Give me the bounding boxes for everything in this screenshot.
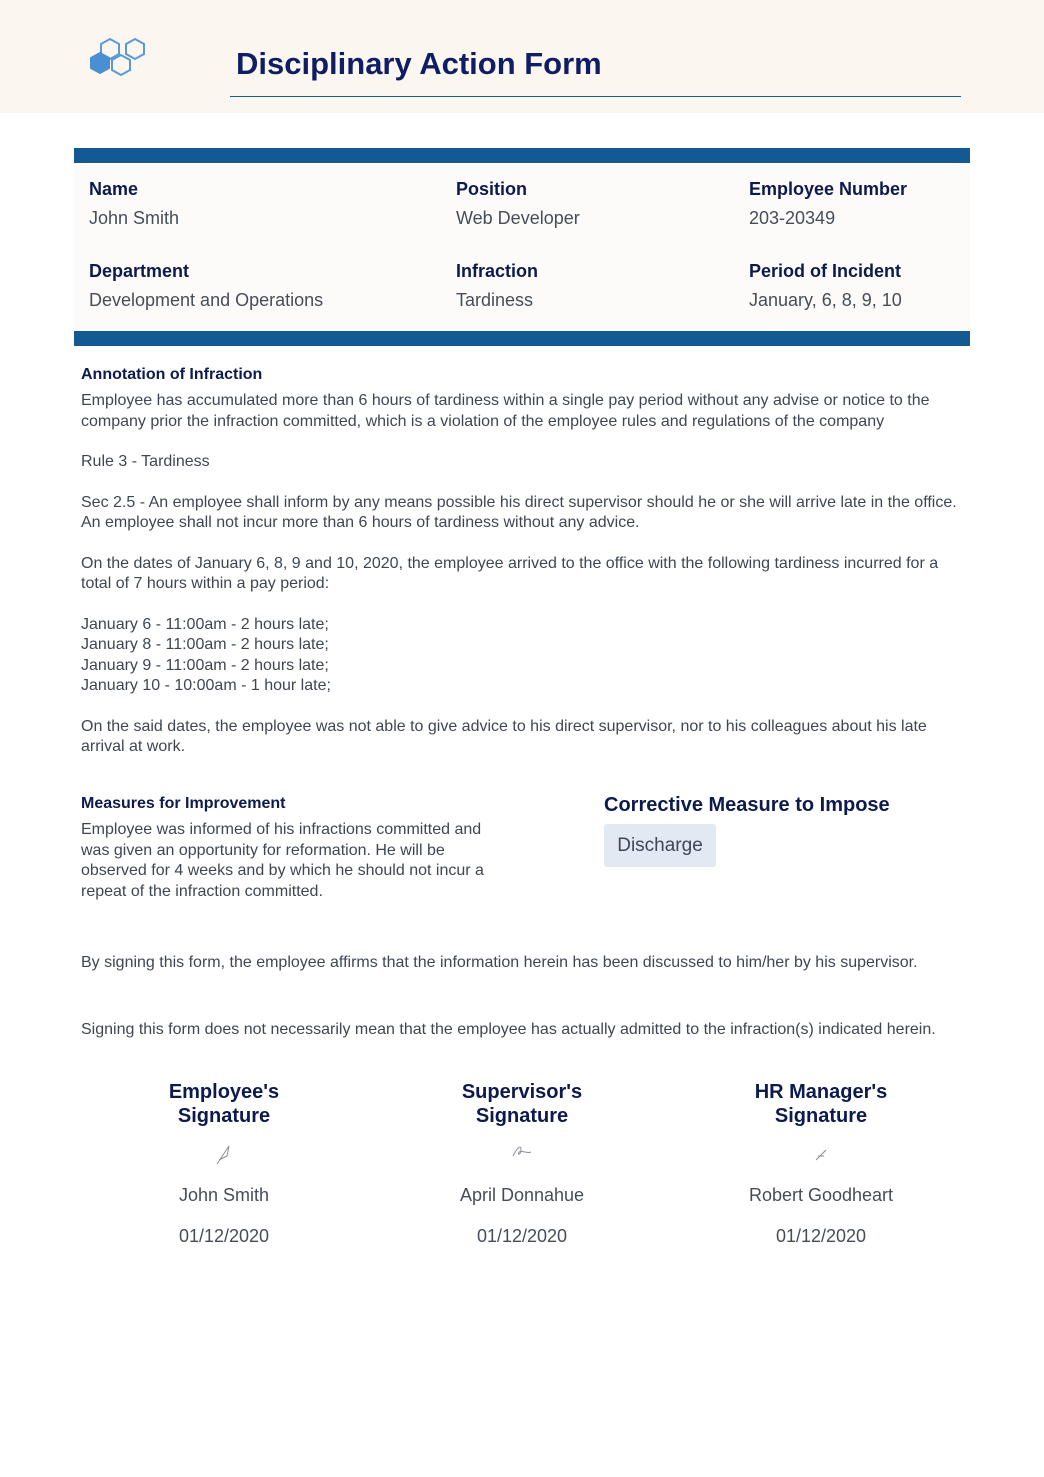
tardiness-entries <box>81 615 966 697</box>
department-field <box>89 260 323 311</box>
acknowledgement-paragraph-1: By signing this form, the employee affirms that the information herein has been discussed to him/her by his supervisor. <box>81 954 918 971</box>
signature-date: 01/12/2020 <box>476 1226 568 1246</box>
list-item: January 6 - 11:00am - 2 hours late; <box>81 615 329 633</box>
corrective-measure-badge: Discharge <box>604 824 716 867</box>
employee-number-label: Employee Number <box>749 179 908 199</box>
employee-info-panel <box>74 148 970 346</box>
signature-title-line: HR Manager's <box>754 1081 888 1103</box>
period-value: January, 6, 8, 9, 10 <box>749 290 902 310</box>
annotation-paragraph: Employee has accumulated more than 6 hours of tardiness within a single pay period without any advise or notice to the company prior the infraction committed, which is a violation of the employee rules and regulations of the company <box>81 392 930 430</box>
section-reference: Sec 2.5 - An employee shall inform by any means possible his direct supervisor should he or she will arrive late in the office. An employee shall not incur more than 6 hours of tardiness without any advice. <box>81 493 957 531</box>
signature-date: 01/12/2020 <box>775 1226 867 1246</box>
name-field <box>89 178 179 229</box>
measures-heading: Measures for Improvement <box>81 795 286 812</box>
list-item: January 8 - 11:00am - 2 hours late; <box>81 636 329 653</box>
signature-title <box>412 1080 632 1128</box>
hr-manager-signature-block <box>711 1080 931 1247</box>
name-label: Name <box>89 179 139 199</box>
employee-signature-block <box>114 1080 334 1247</box>
position-value: Web Developer <box>456 208 580 228</box>
period-field <box>749 260 902 311</box>
employee-number-field <box>749 178 907 229</box>
handwritten-signature-icon <box>209 1138 239 1168</box>
infraction-label: Infraction <box>456 261 539 281</box>
position-field <box>456 178 580 229</box>
signature-title <box>114 1080 334 1128</box>
list-item: January 9 - 11:00am - 2 hours late; <box>81 656 329 674</box>
measures-text: Employee was informed of his infractions committed and was given an opportunity for reformation. He will be observed for 4 weeks and by which he should not incur a repeat of the infraction committed. <box>81 821 484 900</box>
name-value: John Smith <box>89 208 180 228</box>
signature-title-line: Signature <box>177 1105 271 1127</box>
handwritten-signature-icon <box>806 1138 836 1168</box>
rule-reference: Rule 3 - Tardiness <box>81 453 210 470</box>
annotation-heading: Annotation of Infraction <box>81 366 263 383</box>
department-value: Development and Operations <box>89 290 324 310</box>
corrective-heading: Corrective Measure to Impose <box>604 794 890 816</box>
hexagon-cluster-logo-icon <box>88 34 152 82</box>
signer-name: Robert Goodheart <box>748 1185 894 1205</box>
acknowledgement-paragraph-2: Signing this form does not necessarily mean that the employee has actually admitted to the infraction(s) indicated herein. <box>81 1021 936 1038</box>
position-label: Position <box>456 179 527 199</box>
signature-title-line: Signature <box>475 1105 569 1127</box>
signer-name: John Smith <box>178 1185 270 1205</box>
period-label: Period of Incident <box>749 261 902 281</box>
signer-name: April Donnahue <box>459 1185 585 1205</box>
infraction-value: Tardiness <box>456 290 534 310</box>
handwritten-signature-icon <box>507 1138 537 1168</box>
annotation-body <box>81 391 966 778</box>
title-divider <box>230 96 961 97</box>
page-title: Disciplinary Action Form <box>236 46 602 81</box>
department-label: Department <box>89 261 190 281</box>
infraction-field <box>456 260 538 311</box>
signature-title-line: Employee's <box>168 1081 280 1103</box>
list-item: January 10 - 10:00am - 1 hour late; <box>81 677 331 694</box>
dates-intro: On the dates of January 6, 8, 9 and 10, 2020, the employee arrived to the office with the following tardiness incurred for a total of 7 hours within a pay period: <box>81 554 939 592</box>
employee-number-value: 203-20349 <box>749 208 836 228</box>
closing-paragraph: On the said dates, the employee was not able to give advice to his direct supervisor, nor to his colleagues about his late arrival at work. <box>81 717 927 755</box>
signature-date: 01/12/2020 <box>178 1226 270 1246</box>
signature-title-line: Supervisor's <box>461 1081 583 1103</box>
supervisor-signature-block <box>412 1080 632 1247</box>
signature-title <box>711 1080 931 1128</box>
signature-title-line: Signature <box>774 1105 868 1127</box>
